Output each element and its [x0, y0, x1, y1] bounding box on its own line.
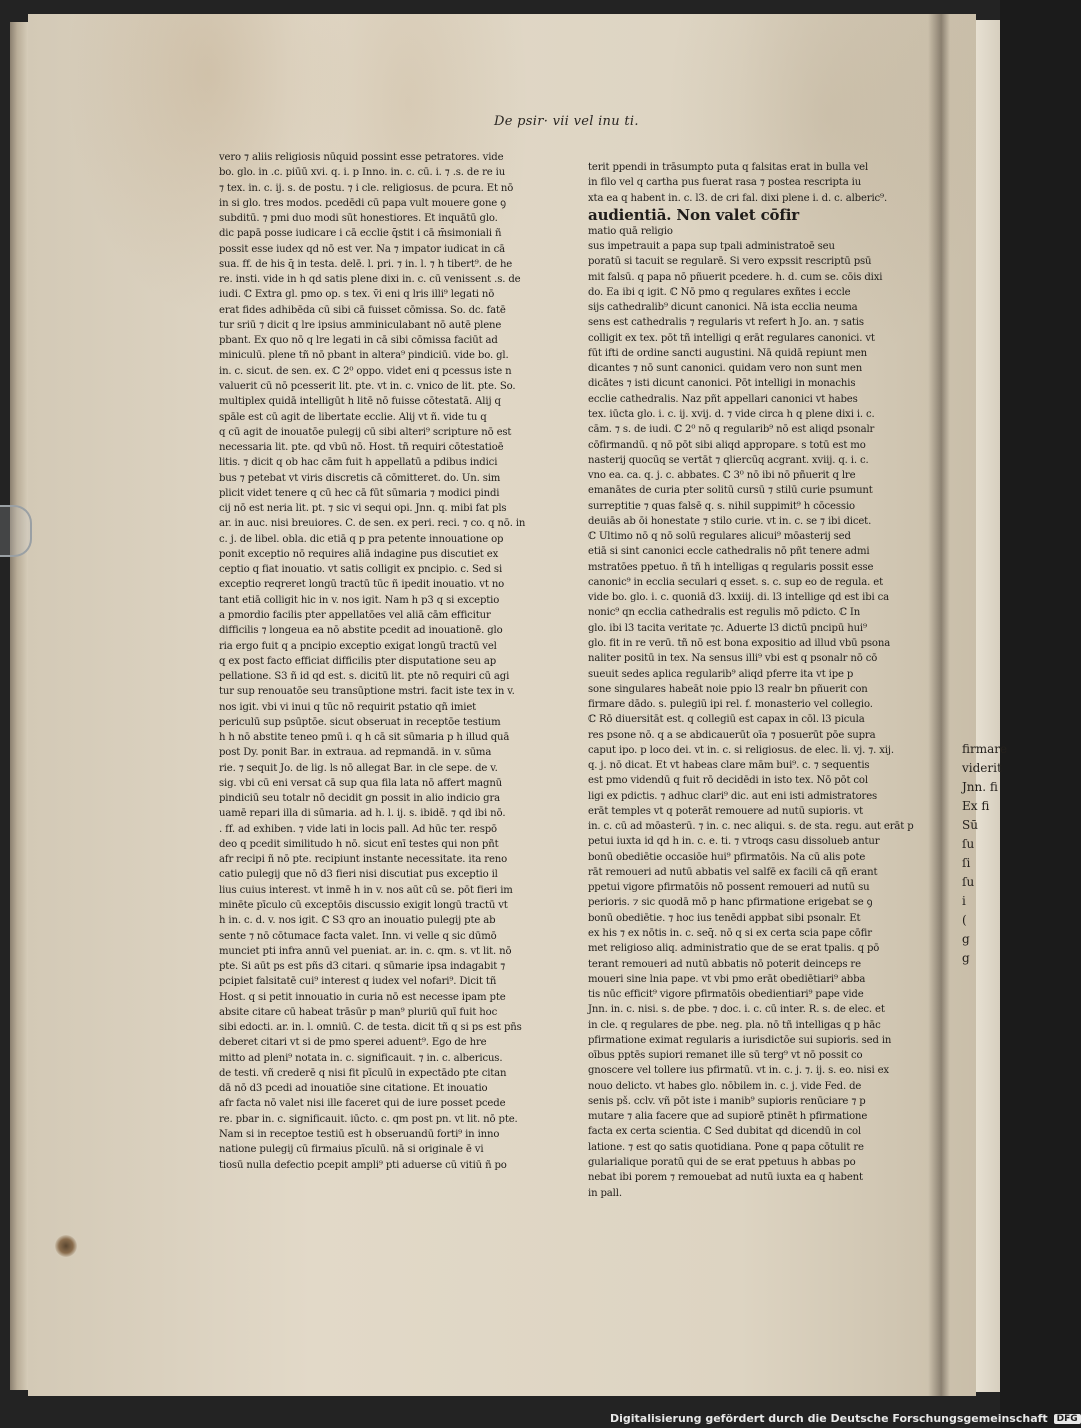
- text-line: met religioso aliq. administratio que de se erat tpalis. q pō: [588, 943, 880, 955]
- text-line: xta ea q habent in. c. l3. de cri fal. dixi plene i. d. c. alberic⁹.: [588, 192, 888, 204]
- text-line: oībus pptēs supiori remanet ille sū terg⁹ vt nō possit co: [588, 1050, 863, 1062]
- text-line: pindiciū seu totalr nō decidit gn possit in alio indicio gra: [219, 793, 501, 805]
- text-line: ℂ Rō diuersitāt est. q collegiū est capax in cōl. l3 picula: [588, 714, 865, 726]
- text-line: dic papā posse iudicare i cā ecclie q̄stit i cā m̄simoniali ñ: [219, 228, 502, 240]
- text-line: afr facta nō valet nisi ille faceret qui de iure posset pcede: [219, 1098, 506, 1110]
- facing-page-margin-text: [962, 740, 1008, 968]
- text-line: do. Ea ibi q igit. ℂ Nō pmo q regulares exñtes i eccle: [588, 286, 851, 298]
- text-line: possit esse iudex qd nō est ver. Na ⁊ impator iudicat in cā: [219, 243, 505, 255]
- text-line: audientiā. Non valet cōfir: [588, 205, 800, 224]
- text-line: sua. ff. de his q̄ in testa. delē. l. pri. ⁊ in. l. ⁊ h tibert⁹. de he: [219, 258, 513, 270]
- text-line: est pmo videndū q fuit rō decidēdi in isto tex. Nō pōt col: [588, 775, 868, 787]
- text-line: q ex post facto efficiat difficilis pter disputatione seu ap: [219, 655, 497, 667]
- text-line: facta ex certa scientia. ℂ Sed dubitat qd dicendū in col: [588, 1126, 861, 1138]
- text-line: litis. ⁊ dicit q ob hac cām fuit h appellatū a pdibus indici: [219, 457, 498, 469]
- text-line: afr recipi ñ nō pte. recipiunt instante necessitate. ita reno: [219, 854, 508, 866]
- text-line: in cle. q regulares de pbe. neg. pla. nō tñ intelligas q p hāc: [588, 1019, 881, 1031]
- text-line: vno ea. ca. q. j. c. abbates. ℂ 3⁰ nō ibi nō pñuerit q lre: [588, 470, 856, 482]
- text-line: rie. ⁊ sequit Jo. de lig. ls nō allegat Bar. in cle sepe. de v.: [219, 762, 498, 774]
- text-line: vide bo. glo. i. c. quoniā d3. lxxiij. di. l3 intellige qd est ibi ca: [588, 592, 890, 604]
- text-line: ria ergo fuit q a pncipio exceptio exigat longū tractū vel: [219, 640, 497, 652]
- text-line: valuerit cū nō pcesserit lit. pte. vt in. c. vnico de lit. pte. So.: [219, 380, 516, 392]
- margin-fragment: viderit: [962, 761, 1002, 775]
- text-line: rāt remoueri ad nutū abbatis vel salfē ex facili cā qñ erant: [588, 866, 878, 878]
- text-line: deo q pcedit similitudo h nō. sicut enī testes qui non pñt: [219, 838, 499, 850]
- text-line: difficilis ⁊ longeua ea nō abstite pcedit ad inouationē. glo: [219, 625, 503, 637]
- text-line: exceptio reqreret longū tractū tūc ñ ipedit inouatio. vt no: [219, 579, 505, 591]
- text-line: subditū. ⁊ pmi duo modi sūt honestiores. Et inquātū glo.: [219, 213, 498, 225]
- text-line: sueuit sedes aplica regularib⁹ aliqd pferre ita vt ipe p: [588, 668, 854, 680]
- text-line: post Dy. ponit Bar. in extraua. ad repmandā. in v. sūma: [219, 747, 492, 759]
- margin-fragment: (: [962, 913, 967, 927]
- text-line: c. j. de libel. obla. dic etiā q p pra petente innouatione op: [219, 533, 504, 545]
- text-line: ceptio q fiat inouatio. vt satis colligit ex pncipio. c. Sed si: [219, 564, 503, 576]
- text-line: ℂ Ultimo nō q nō solū regulares alicui⁹ mōasterij sed: [588, 531, 851, 543]
- text-line: canonic⁹ in ecclia seculari q esset. s. c. sup eo de regula. et: [588, 576, 883, 588]
- text-line: cōfirmandū. q nō pōt sibi aliqd appropare. s totū est mo: [588, 439, 866, 451]
- text-line: ppetui vigore pfirmatōis nō possent remoueri ad nutū su: [588, 882, 870, 894]
- text-line: munciet pti infra annū vel pueniat. ar. in. c. qm. s. vt lit. nō: [219, 945, 512, 957]
- text-line: surreptitie ⁊ quas falsē q. s. nihil suppimit⁹ h cōcessio: [588, 500, 855, 512]
- text-line: catio pulegij que nō d3 fieri nisi discutiat pus exceptio il: [219, 869, 498, 881]
- text-line: Nam si in receptoe testiū est h obseruandū forti⁹ in inno: [219, 1129, 500, 1140]
- text-line: dicātes ⁊ isti dicunt canonici. Pōt intelligi in monachis: [588, 378, 856, 390]
- text-line: mstratōes ppetuo. ñ tñ h intelligas q regularis possit esse: [588, 561, 874, 573]
- text-line: plicit videt tenere q cū hec cā fūt sūmaria ⁊ modici pindi: [219, 487, 500, 499]
- text-line: naliter positū in tex. Na sensus illi⁹ vbi est q psonalr nō cō: [588, 653, 878, 665]
- text-line: iudi. ℂ Extra gl. pmo op. s tex. v̄i eni q lris illi⁹ legati nō: [219, 289, 495, 301]
- text-line: glo. fit in re verū. tñ nō est bona expositio ad illud vbū psona: [588, 637, 891, 649]
- text-line: bus ⁊ petebat vt viris discretis cā cōmitteret. do. Un. sim: [219, 472, 501, 484]
- right-text-column: [588, 160, 914, 1201]
- text-line: etiā si sint canonici eccle cathedralis nō pñt tenere admi: [588, 546, 870, 558]
- margin-fragment: firmare: [962, 742, 1008, 756]
- text-line: ligi ex pdictis. ⁊ adhuc clari⁹ dic. aut eni isti admistratores: [588, 790, 878, 802]
- text-line: glo. ibi l3 tacita veritate ⁊c. Aduerte l3 dictū pncipū hui⁹: [588, 622, 867, 634]
- text-line: in filo vel q cartha pus fuerat rasa ⁊ postea rescripta iu: [588, 177, 862, 189]
- text-line: de testi. vñ crederē q nisi fit pīculū in expectādo pte citan: [219, 1067, 507, 1079]
- text-line: necessaria lit. pte. qd vbū nō. Host. tñ requiri cōtestatioē: [219, 442, 504, 454]
- text-line: in pall.: [588, 1187, 622, 1199]
- text-line: pbant. Ex quo nō q lre legati in cā sibi cōmissa faciūt ad: [219, 335, 498, 347]
- dfg-logo: DFG: [1054, 1414, 1081, 1424]
- text-line: tur sup renouatōe seu transūptione mstri. facit iste tex in v.: [219, 686, 515, 698]
- text-line: h in. c. d. v. nos igit. ℂ S3 qro an inouatio pulegij pte ab: [219, 915, 496, 927]
- text-line: sens est cathedralis ⁊ regularis vt refert h Jo. an. ⁊ satis: [588, 317, 864, 329]
- left-text-column: [219, 150, 526, 1173]
- text-line: vero ⁊ aliis religiosis nūquid possint esse petratores. vide: [219, 152, 504, 163]
- ink-stain: [55, 1235, 77, 1257]
- text-line: bonū obediētie occasiōe hui⁹ pfirmatōis. Na cū alis pote: [588, 851, 866, 863]
- text-line: latione. ⁊ est qo satis quotidiana. Pone q papa cōtulit re: [588, 1141, 864, 1153]
- margin-fragment: Sū: [962, 818, 978, 832]
- text-line: nouo delicto. vt habes glo. nōbilem in. c. j. vide Fed. de: [588, 1080, 862, 1092]
- text-line: ex his ⁊ ex nōtis in. c. seq̄. nō q si ex certa scia pape cōfir: [588, 928, 872, 940]
- text-line: ecclie cathedralis. Naz pñt appellari canonici vt habes: [588, 393, 858, 405]
- text-line: colligit ex tex. pōt tñ intelligi q erāt regulares canonici. vt: [588, 332, 875, 344]
- text-line: sig. vbi cū eni versat cā sup qua fila lata nō affert magnū: [219, 777, 503, 789]
- text-line: cij nō est neria lit. pt. ⁊ sic vi sequi opi. Jnn. q. mibi fat pls: [219, 503, 507, 515]
- page-stack-edge: [10, 22, 28, 1390]
- text-line: sus impetrauit a papa sup tpali administratoē seu: [588, 241, 835, 253]
- gutter-shadow: [928, 14, 950, 1396]
- margin-fragment: Ex fi: [962, 799, 990, 813]
- text-line: erāt temples vt q poterāt remouere ad nutū supioris. vt: [588, 805, 864, 817]
- text-line: dicantes ⁊ nō sunt canonici. quidam vero non sunt men: [588, 363, 863, 375]
- text-line: nebat ibi porem ⁊ remouebat ad nutū iuxta ea q habent: [588, 1172, 863, 1184]
- margin-fragment: g: [962, 932, 970, 946]
- text-line: petui iuxta id qd h in. c. e. ti. ⁊ vtroqs casu dissolueb antur: [588, 836, 880, 848]
- footer-credit-text: Digitalisierung gefördert durch die Deutsche Forschungsgemeinschaft: [610, 1412, 1048, 1425]
- text-line: poratū si tacuit se regularē. Si vero expssit rescriptū psū: [588, 256, 872, 268]
- text-line: ar. in auc. nisi breuiores. C. de sen. ex peri. reci. ⁊ co. q nō. in: [219, 518, 526, 530]
- text-line: tiosū nulla defectio pcepit ampli⁹ pti aduerse cū vitiū ñ po: [219, 1159, 507, 1171]
- text-line: absite citare cū habeat trāsūr p man⁹ pluriū quī fuit hoc: [219, 1006, 498, 1018]
- margin-fragment: ſu: [962, 875, 975, 889]
- text-line: pte. Si aūt ps est pñs d3 citari. q sūmarie ipsa indagabit ⁊: [219, 961, 506, 973]
- text-line: re. pbar in. c. significauit. iūcto. c. qm post pn. vt lit. nō pte.: [219, 1113, 518, 1125]
- text-line: sijs cathedralib⁹ dicunt canonici. Nā ista ecclia neuma: [588, 302, 858, 314]
- text-line: nasterij quocūq se vertāt ⁊ qliercūq acgrant. xviij. q. i. c.: [588, 454, 869, 466]
- text-line: cām. ⁊ s. de iudi. ℂ 2⁰ nō q regularib⁹ nō est aliqd psonalr: [588, 424, 875, 436]
- text-line: in. c. cū ad mōasterū. ⁊ in. c. nec aliqui. s. de sta. regu. aut erāt p: [588, 821, 914, 833]
- text-line: nos igit. vbi vi inui q tūc nō requirit pstatio qñ imiet: [219, 701, 477, 713]
- text-line: multiplex quidā intelligūt h litē nō fuisse cōtestatā. Alij q: [219, 396, 501, 408]
- text-line: terit ppendi in trāsumpto puta q falsitas erat in bulla vel: [588, 162, 869, 173]
- text-line: in si glo. tres modos. pcedēdi cū papa vult mouere gone ꝯ: [219, 197, 506, 209]
- text-line: erat fides adhibēda cū sibi cā fuisset cōmissa. So. dc. fatē: [219, 304, 506, 316]
- text-line: mutare ⁊ alia facere que ad supiorē ptinēt h pfirmatione: [588, 1111, 868, 1123]
- text-line: uamē repari illa di sūmaria. ad h. l. ij. s. ibidē. ⁊ qd ibi nō.: [219, 808, 506, 820]
- text-line: miniculū. plene tñ nō pbant in altera⁹ pindiciū. vide bo. gl.: [219, 350, 509, 362]
- text-line: tex. iūcta glo. i. c. ij. xvij. d. ⁊ vide circa h q plene dixi i. c.: [588, 408, 875, 420]
- text-line: tis nūc efficit⁹ vigore pfirmatōis obedientiari⁹ pape vide: [588, 989, 864, 1001]
- text-line: a pmordio facilis pter appellatōes vel aliā cām efficitur: [219, 609, 491, 621]
- text-line: senis pš. cclv. vñ pōt iste i manib⁹ supioris renūciare ⁊ p: [588, 1095, 866, 1107]
- text-line: q. j. nō dicat. Et vt habeas clare mām bui⁹. c. ⁊ sequentis: [588, 760, 870, 772]
- running-head: De psir· vii vel inu ti.: [494, 114, 639, 129]
- text-line: bonū obediētie. ⁊ hoc ius tenēdi appbat sibi psonalr. Et: [588, 912, 861, 924]
- text-line: pellatione. S3 ñ id qd est. s. dicitū lit. pte nō requiri cū agi: [219, 671, 510, 683]
- text-line: minēte pīculo cū exceptōis discussio exigit longū tractū vt: [219, 900, 508, 912]
- text-line: moueri sine lnia pape. vt vbi pmo erāt obediētiari⁹ abba: [588, 973, 866, 985]
- text-line: q cū agit de inouatōe pulegij cū sibi alteri⁹ scripture nō est: [219, 426, 512, 438]
- text-line: perioris. ⁊ sic quodā mō p hanc pfirmatione erigebat se ꝯ: [588, 897, 873, 909]
- text-line: terant remoueri ad nutū abbatis nō poterit deinceps re: [588, 958, 861, 970]
- margin-fragment: g: [962, 951, 970, 965]
- margin-fragment: Jnn. fi: [962, 780, 998, 794]
- text-line: caput ipo. p loco dei. vt in. c. si religiosus. de elec. li. vj. ⁊. xij.: [588, 744, 894, 756]
- text-line: emanātes de curia pter solitū cursū ⁊ stilū curie psumunt: [588, 485, 873, 497]
- text-line: ⁊ tex. in. c. ij. s. de postu. ⁊ i cle. religiosus. de pcura. Et nō: [219, 182, 514, 194]
- text-line: sone singulares habeāt noie ppio l3 realr bn pñuerit con: [588, 683, 868, 695]
- text-line: pcipiet falsitatē cui⁹ interest q iudex vel nofari⁹. Dicit tñ: [219, 976, 497, 988]
- margin-fragment: ſu: [962, 837, 975, 851]
- margin-fragment: i: [962, 894, 966, 908]
- text-line: spāle est cū agit de libertate ecclie. Alij vt ñ. vide tu q: [219, 411, 487, 423]
- text-line: Jnn. in. c. nisi. s. de pbe. ⁊ doc. i. c. cū inter. R. s. de elec. et: [588, 1004, 885, 1016]
- text-line: re. insti. vide in h qd satis plene dixi in. c. cū venissent .s. de: [219, 274, 521, 286]
- text-line: tur sriū ⁊ dicit q lre ipsius amminiculabant nō autē plene: [219, 319, 502, 331]
- text-line: tant etiā colligit hic in v. nos igit. Nam h p3 q si exceptio: [219, 594, 500, 606]
- page-clip: [0, 505, 32, 557]
- margin-fragment: ſi: [962, 856, 971, 870]
- text-line: sibi edocti. ar. in. l. omniū. C. de testa. dicit tñ q si ps est pñs: [219, 1022, 522, 1034]
- text-line: periculū sup psūptōe. sicut obseruat in receptōe testium: [219, 716, 501, 728]
- text-line: matio quā religio: [588, 225, 673, 237]
- text-line: bo. glo. in .c. piūū xvi. q. i. p Inno. in. c. cū. i. ⁊ .s. de re iu: [219, 167, 506, 179]
- text-line: deberet citari vt si de pmo sperei aduent⁹. Ego de hre: [219, 1037, 487, 1049]
- text-line: res psone nō. q a se abdicauerūt oīa ⁊ posuerūt pōe supra: [588, 729, 876, 741]
- text-line: deuiās ab ōi honestate ⁊ stilo curie. vt in. c. se ⁊ ibi dicet.: [588, 515, 872, 527]
- text-line: . ff. ad exhiben. ⁊ vide lati in locis pall. Ad hūc ter. respō: [219, 823, 497, 835]
- text-line: gnoscere vel tollere ius pfirmatū. vt in. c. j. ⁊. ij. s. eo. nisi ex: [588, 1065, 889, 1077]
- text-line: in. c. sicut. de sen. ex. ℂ 2⁰ oppo. videt eni q pcessus iste n: [219, 365, 512, 377]
- text-line: sente ⁊ nō cōtumace facta valet. Inn. vi velle q sic dūmō: [219, 930, 497, 942]
- text-line: fūt ifti de ordine sancti augustini. Nā quidā repiunt men: [588, 347, 867, 359]
- text-line: dā nō d3 pcedi ad inouatiōe sine citatione. Et inouatio: [219, 1083, 488, 1095]
- text-line: Host. q si petit innouatio in curia nō est necesse ipam pte: [219, 991, 506, 1003]
- text-line: h h nō abstite teneo pmū i. q h cā sit sūmaria p h illud quā: [219, 732, 510, 744]
- text-line: lius cuius interest. vt inmē h in v. nos aūt cū se. pōt fieri im: [219, 884, 513, 896]
- text-line: mitto ad pleni⁹ notata in. c. significauit. ⁊ in. c. albericus.: [219, 1052, 503, 1064]
- text-line: nonic⁹ qn ecclia cathedralis est regulis mō pdicto. ℂ In: [588, 607, 861, 619]
- text-line: natione pulegij cū firmaius pīculū. nā si originale ē vi: [219, 1144, 484, 1156]
- text-line: pfirmatione eximat regularis a iurisdictōe sui supioris. sed in: [588, 1034, 892, 1046]
- text-line: mit falsū. q papa nō pñuerit pcedere. h. d. cum se. cōis dixi: [588, 271, 883, 283]
- text-line: gularialique poratū qui de se erat ppetuus h abbas po: [588, 1157, 856, 1168]
- footer-credit: [610, 1412, 1081, 1425]
- text-line: ponit exceptio nō requires aliā indagine pus discutiet ex: [219, 548, 499, 560]
- text-line: firmare dādo. s. pulegiū ipi rel. f. monasterio vel collegio.: [588, 699, 873, 711]
